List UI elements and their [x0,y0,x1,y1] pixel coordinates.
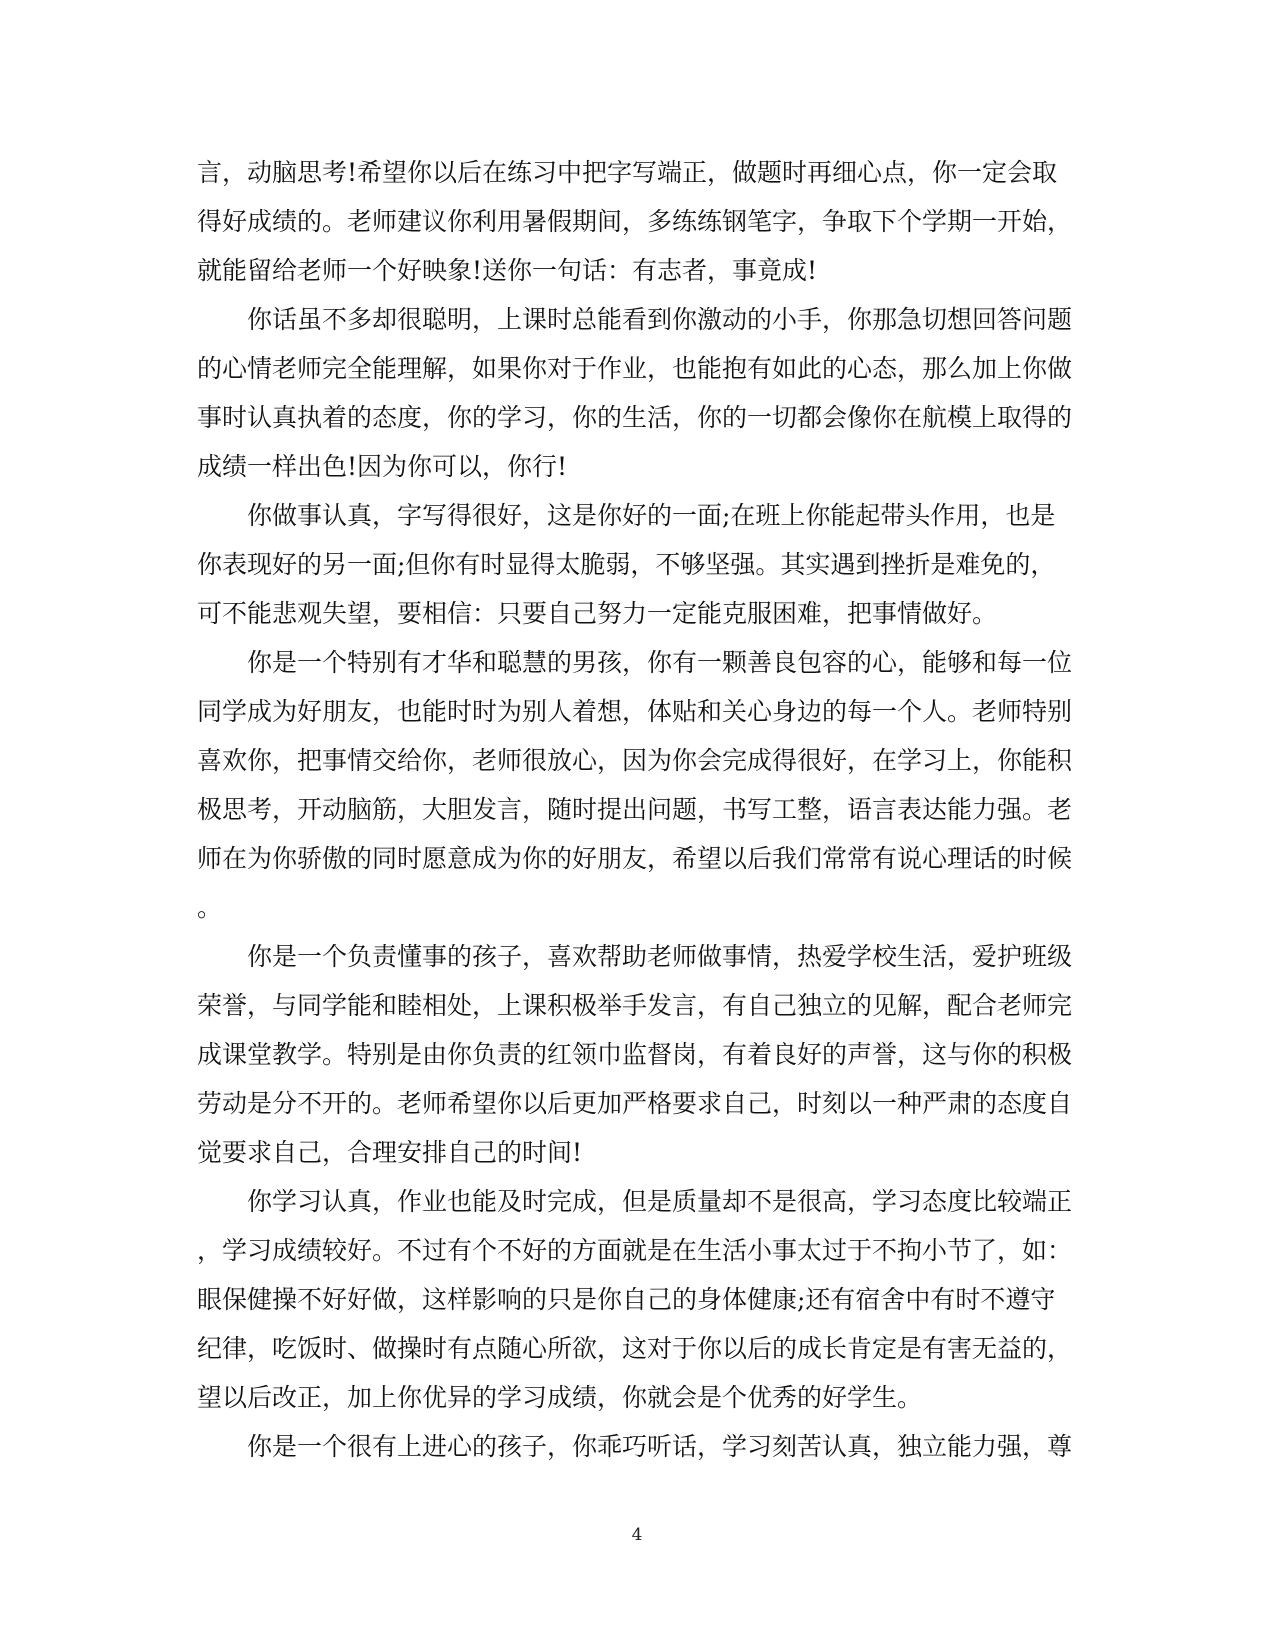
paragraph-first-line: 你是一个负责懂事的孩子，喜欢帮助老师做事情，热爱学校生活，爱护班级 [247,942,1073,971]
text-line: 成课堂教学。特别是由你负责的红领巾监督岗，有着良好的声誉，这与你的积极 [197,1040,1073,1069]
paragraph-first-line: 你学习认真，作业也能及时完成，但是质量却不是很高，学习态度比较端正 [247,1187,1073,1216]
text-line: 可不能悲观失望，要相信：只要自己努力一定能克服困难，把事情做好。 [197,599,998,628]
text-line: 师在为你骄傲的同时愿意成为你的好朋友，希望以后我们常常有说心理话的时候 [197,844,1073,873]
text-line: 劳动是分不开的。老师希望你以后更加严格要求自己，时刻以一种严肃的态度自 [197,1089,1073,1118]
paragraph-first-line: 你是一个特别有才华和聪慧的男孩，你有一颗善良包容的心，能够和每一位 [247,648,1073,677]
text-line: 言，动脑思考!希望你以后在练习中把字写端正，做题时再细心点，你一定会取 [197,158,1058,187]
text-line: 成绩一样出色!因为你可以，你行! [197,452,568,481]
paragraph-first-line: 你是一个很有上进心的孩子，你乖巧听话，学习刻苦认真，独立能力强，尊 [247,1432,1073,1461]
text-line: 得好成绩的。老师建议你利用暑假期间，多练练钢笔字，争取下个学期一开始， [197,207,1073,236]
text-line: 眼保健操不好好做，这样影响的只是你自己的身体健康;还有宿舍中有时不遵守 [197,1285,1056,1314]
document-body [197,148,1077,1471]
text-line: 同学成为好朋友，也能时时为别人着想，体贴和关心身边的每一个人。老师特别 [197,697,1073,726]
text-line: 觉要求自己，合理安排自己的时间! [197,1138,583,1167]
text-line: 。 [197,893,223,922]
text-line: 的心情老师完全能理解，如果你对于作业，也能抱有如此的心态，那么加上你做 [197,354,1073,383]
text-line: 荣誉，与同学能和睦相处，上课积极举手发言，有自己独立的见解，配合老师完 [197,991,1073,1020]
page-number: 4 [631,1525,643,1545]
paragraph-first-line: 你话虽不多却很聪明，上课时总能看到你激动的小手，你那急切想回答问题 [247,305,1073,334]
text-line: 事时认真执着的态度，你的学习，你的生活，你的一切都会像你在航模上取得的 [197,403,1073,432]
text-line: 就能留给老师一个好映象!送你一句话：有志者，事竟成! [197,256,818,285]
text-line: 极思考，开动脑筋，大胆发言，随时提出问题，书写工整，语言表达能力强。老 [197,795,1073,824]
text-line: 望以后改正，加上你优异的学习成绩，你就会是个优秀的好学生。 [197,1383,923,1412]
text-line: 喜欢你，把事情交给你，老师很放心，因为你会完成得很好，在学习上，你能积 [197,746,1073,775]
text-line: ，学习成绩较好。不过有个不好的方面就是在生活小事太过于不拘小节了，如： [197,1236,1073,1265]
text-line: 你表现好的另一面;但你有时显得太脆弱，不够坚强。其实遇到挫折是难免的， [197,550,1056,579]
text-line: 纪律，吃饭时、做操时有点随心所欲，这对于你以后的成长肯定是有害无益的， [197,1334,1073,1363]
paragraph-first-line: 你做事认真，字写得很好，这是你好的一面;在班上你能起带头作用，也是 [247,501,1056,530]
